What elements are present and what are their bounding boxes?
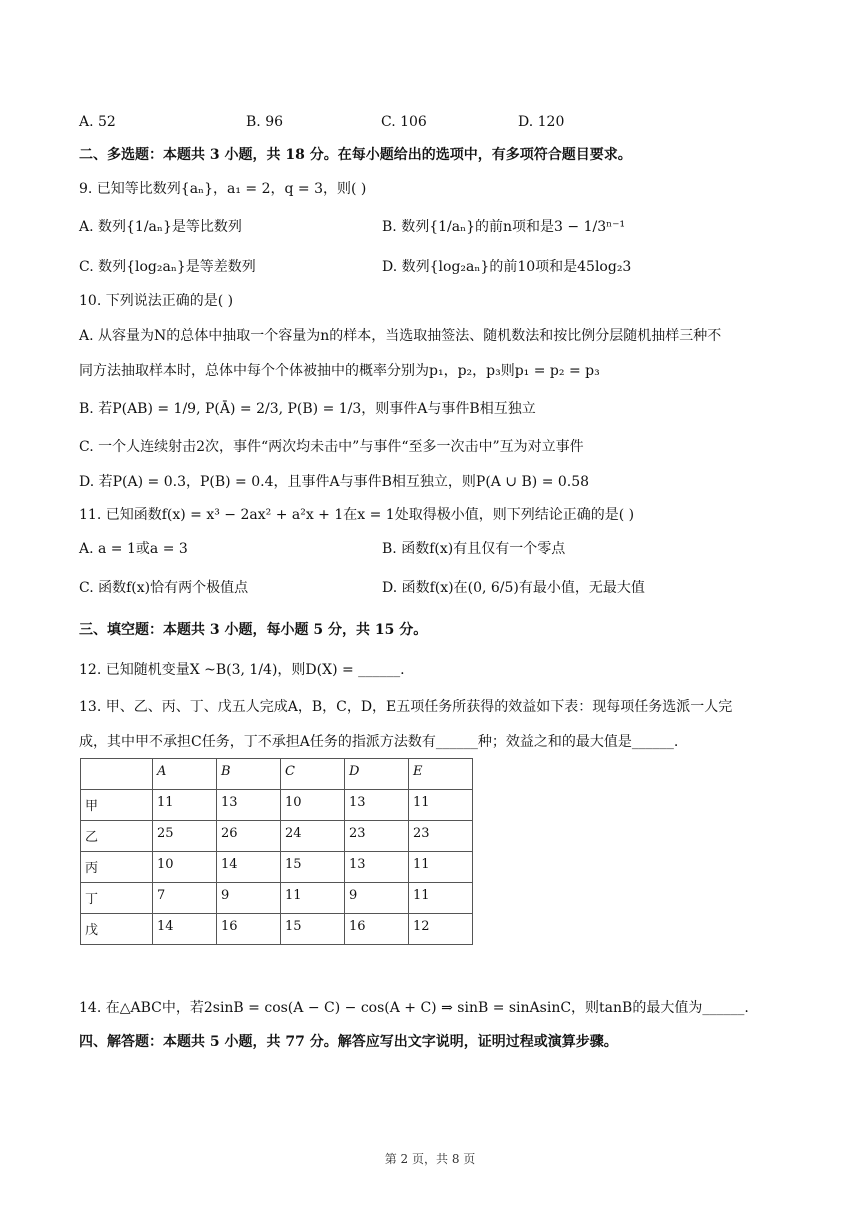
table-header-cell: A: [153, 759, 217, 790]
table-header-cell: D: [345, 759, 409, 790]
table-cell: 10: [281, 790, 345, 821]
table-cell: 11: [409, 883, 473, 914]
q11-option-b: B. 函数f(x)有且仅有一个零点: [382, 541, 566, 557]
q9-stem: 9. 已知等比数列{aₙ}，a₁ = 2，q = 3，则( ): [79, 181, 367, 197]
q10-option-c: C. 一个人连续射击2次，事件“两次均未击中”与事件“至多一次击中”互为对立事件: [79, 439, 584, 455]
table-row: [81, 852, 473, 883]
table-cell: 乙: [81, 821, 153, 852]
table-header-cell: B: [217, 759, 281, 790]
table-row: [81, 790, 473, 821]
q9-option-b: B. 数列{1/aₙ}的前n项和是3 − 1/3ⁿ⁻¹: [382, 219, 626, 235]
q13-line1: 13. 甲、乙、丙、丁、戊五人完成A，B，C，D，E五项任务所获得的效益如下表：现每项任务选派一人完: [79, 699, 733, 715]
section2-heading: 二、多选题：本题共 3 小题，共 18 分。在每小题给出的选项中，有多项符合题目要求。: [79, 147, 632, 163]
table-cell: 9: [217, 883, 281, 914]
table-cell: 11: [153, 790, 217, 821]
table-cell: 丙: [81, 852, 153, 883]
page-footer: 第 2 页，共 8 页: [384, 1152, 476, 1166]
q10-option-d: D. 若P(A) = 0.3，P(B) = 0.4，且事件A与事件B相互独立，则P(A ∪ B) = 0.58: [79, 474, 590, 490]
q14: 14. 在△ABC中，若2sinB = cos(A − C) − cos(A + C) ⇒ sinB = sinAsinC，则tanB的最大值为______.: [79, 1000, 749, 1016]
table-cell: 戊: [81, 914, 153, 945]
section4-heading: 四、解答题：本题共 5 小题，共 77 分。解答应写出文字说明，证明过程或演算步骤。: [79, 1034, 618, 1050]
table-cell: 丁: [81, 883, 153, 914]
table-cell: 11: [409, 790, 473, 821]
table-cell: 23: [409, 821, 473, 852]
q10-option-b: B. 若P(AB) = 1/9, P(Ā) = 2/3, P(B) = 1/3，则事件A与事件B相互独立: [79, 401, 536, 417]
section3-heading: 三、填空题：本题共 3 小题，每小题 5 分，共 15 分。: [79, 622, 428, 638]
table-cell: 13: [345, 790, 409, 821]
table-cell: 25: [153, 821, 217, 852]
table-cell: 11: [281, 883, 345, 914]
q10-option-a-line2: 同方法抽取样本时，总体中每个个体被抽中的概率分别为p₁，p₂，p₃则p₁ = p₂ = p₃: [79, 363, 600, 379]
table-header-cell: [81, 759, 153, 790]
q9-option-d: D. 数列{log₂aₙ}的前10项和是45log₂3: [382, 259, 632, 275]
table-cell: 15: [281, 914, 345, 945]
table-header-row: [81, 759, 473, 790]
table-header-cell: E: [409, 759, 473, 790]
q13-line2: 成，其中甲不承担C任务，丁不承担A任务的指派方法数有______种；效益之和的最大值是______.: [79, 734, 679, 750]
table-cell: 24: [281, 821, 345, 852]
table-cell: 13: [217, 790, 281, 821]
q8-option-a: A. 52: [79, 114, 116, 130]
q8-option-c: C. 106: [381, 114, 427, 130]
table-cell: 15: [281, 852, 345, 883]
table-row: [81, 821, 473, 852]
table-cell: 甲: [81, 790, 153, 821]
table-cell: 14: [153, 914, 217, 945]
table-cell: 10: [153, 852, 217, 883]
table-cell: 16: [345, 914, 409, 945]
q10-option-a-line1: A. 从容量为N的总体中抽取一个容量为n的样本，当选取抽签法、随机数法和按比例分层随机抽样三种不: [79, 328, 722, 344]
q8-option-d: D. 120: [518, 114, 565, 130]
q11-option-c: C. 函数f(x)恰有两个极值点: [79, 580, 249, 596]
q11-stem: 11. 已知函数f(x) = x³ − 2ax² + a²x + 1在x = 1处取得极小值，则下列结论正确的是( ): [79, 507, 635, 523]
table-cell: 11: [409, 852, 473, 883]
table-row: [81, 914, 473, 945]
q10-stem: 10. 下列说法正确的是( ): [79, 293, 234, 309]
table-cell: 14: [217, 852, 281, 883]
q9-option-c: C. 数列{log₂aₙ}是等差数列: [79, 259, 256, 275]
q11-option-d: D. 函数f(x)在(0, 6/5)有最小值，无最大值: [382, 580, 645, 596]
benefit-table: [80, 758, 473, 945]
table-cell: 7: [153, 883, 217, 914]
table-row: [81, 883, 473, 914]
table-cell: 13: [345, 852, 409, 883]
q8-option-b: B. 96: [246, 114, 284, 130]
table-header-cell: C: [281, 759, 345, 790]
table-cell: 9: [345, 883, 409, 914]
table-cell: 16: [217, 914, 281, 945]
q9-option-a: A. 数列{1/aₙ}是等比数列: [79, 219, 242, 235]
table-cell: 23: [345, 821, 409, 852]
q12: 12. 已知随机变量X ~B(3, 1/4)，则D(X) = ______.: [79, 662, 405, 678]
table-cell: 12: [409, 914, 473, 945]
table-cell: 26: [217, 821, 281, 852]
q11-option-a: A. a = 1或a = 3: [79, 541, 188, 557]
